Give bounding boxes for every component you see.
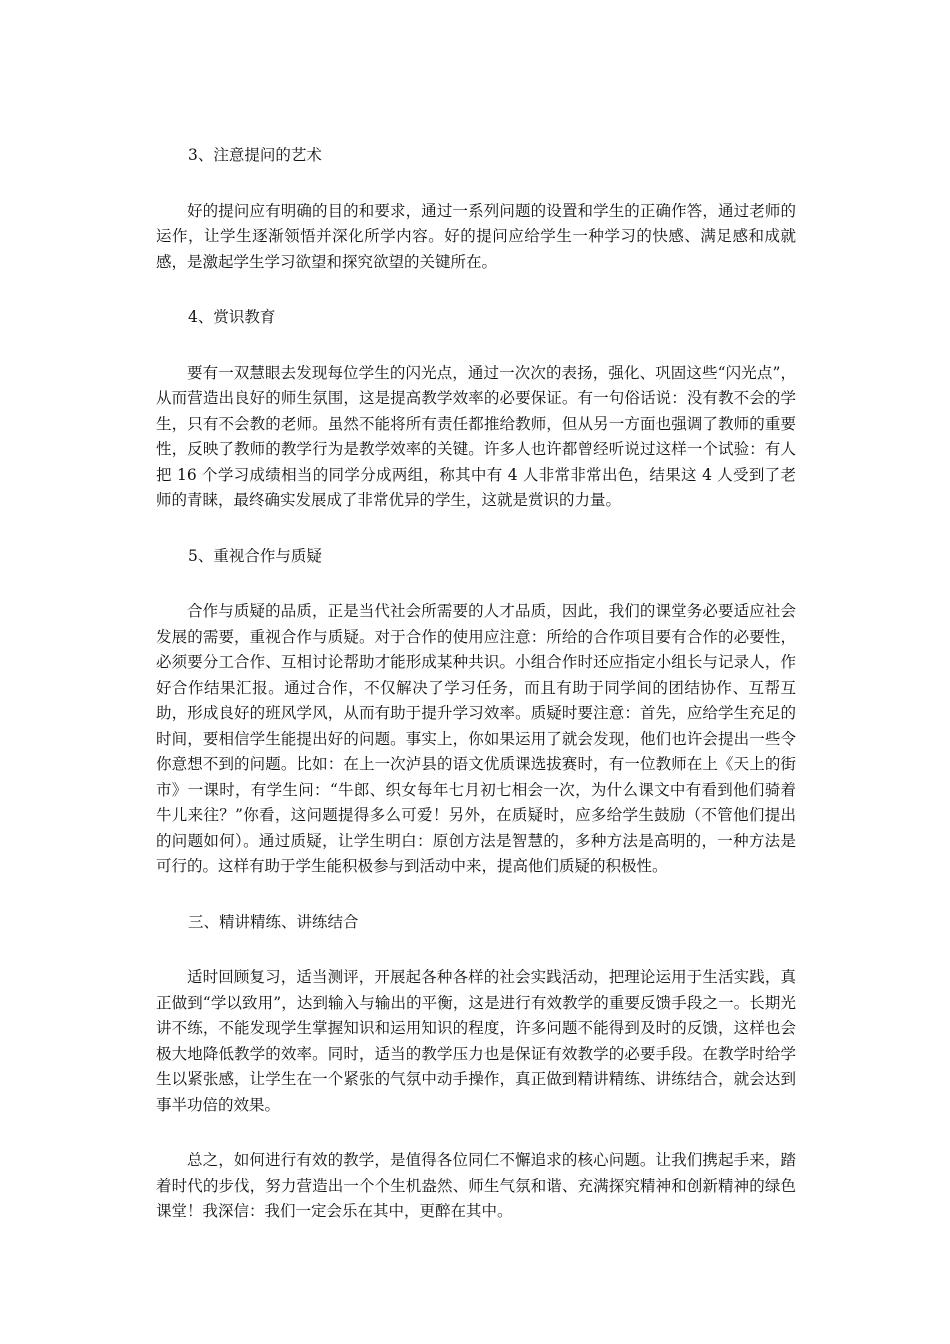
section-heading-questioning: 3、注意提问的艺术 [188,146,322,164]
document-body [156,143,796,1225]
section-heading-practice: 三、精讲精练、讲练结合 [188,912,359,931]
paragraph-practice: 适时回顾复习，适当测评，开展起各种各样的社会实践活动，把理论运用于生活实践，真正做到“学以致用”，达到输入与输出的平衡，这是进行有效教学的重要反馈手段之一。长期光讲不练，不能发现学生掌握知识和运用知识的程度，许多问题不能得到及时的反馈，这样也会极大地降低教学的效率。同时，适当的教学压力也是保证有效教学的必要手段。在教学时给学生以紧张感，让学生在一个紧张的气氛中动手操作，真正做到精讲精练、讲练结合，就会达到事半功倍的效果。 [156,968,796,1114]
paragraph-cooperation: 合作与质疑的品质，正是当代社会所需要的人才品质，因此，我们的课堂务必要适应社会发展的需要，重视合作与质疑。对于合作的使用应注意：所给的合作项目要有合作的必要性，必须要分工合作、互相讨论帮助才能形成某种共识。小组合作时还应指定小组长与记录人，作好合作结果汇报。通过合作，不仅解决了学习任务，而且有助于同学间的团结协作、互帮互助，形成良好的班风学风，从而有助于提升学习效率。质疑时要注意：首先，应给学生充足的时间，要相信学生能提出好的问题。事实上，你如果运用了就会发现，他们也许会提出一些令你意想不到的问题。比如：在上一次泸县的语文优质课选拔赛时，有一位教师在上《天上的街市》一课时，有学生问：“牛郎、织女每年七月初七相会一次，为什么课文中有看到他们骑着牛儿来往？”你看，这问题提得多么可爱！另外，在质疑时，应多给学生鼓励（不管他们提出的问题如何）。通过质疑，让学生明白：原创方法是智慧的，多种方法是高明的，一种方法是可行的。这样有助于学生能积极参与到活动中来，提高他们质疑的积极性。 [156,602,796,875]
section-heading-cooperation: 5、重视合作与质疑 [188,546,322,565]
paragraph-questioning: 好的提问应有明确的目的和要求，通过一系列问题的设置和学生的正确作答，通过老师的运作，让学生逐渐领悟并深化所学内容。好的提问应给学生一种学习的快感、满足感和成就感，是激起学生学习欲望和探究欲望的关键所在。 [156,201,796,271]
paragraph-conclusion: 总之，如何进行有效的教学，是值得各位同仁不懈追求的核心问题。让我们携起手来，踏着时代的步伐，努力营造出一个个生机盎然、师生气氛和谐、充满探究精神和创新精神的绿色课堂！我深信：我们一定会乐在其中，更醉在其中。 [156,1151,796,1220]
section-heading-appreciation: 4、赏识教育 [188,308,276,326]
paragraph-appreciation: 要有一双慧眼去发现每位学生的闪光点，通过一次次的表扬，强化、巩固这些“闪光点”，从而营造出良好的师生氛围，这是提高教学效率的必要保证。有一句俗话说：没有教不会的学生，只有不会教的老师。虽然不能将所有责任都推给教师，但从另一方面也强调了教师的重要性，反映了教师的教学行为是教学效率的关键。许多人也许都曾经听说过这样一个试验：有人把 16 个学习成绩相当的同学分成两组，称其中有 4 人非常非常出色，结果这 4 人受到了老师的青睐，最终确实发展成了非常优异的学生，这就是赏识的力量。 [156,363,796,509]
